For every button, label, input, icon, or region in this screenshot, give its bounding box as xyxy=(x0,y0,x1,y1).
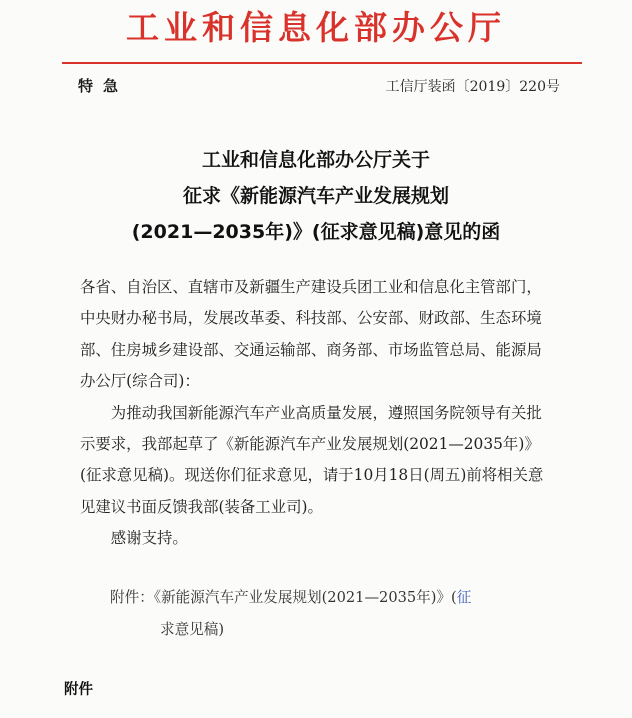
title-line-3: (2021—2035年)》(征求意见稿)意见的函 xyxy=(131,221,501,243)
document-number: 工信厅装函〔2019〕220号 xyxy=(385,79,560,95)
red-divider-line xyxy=(62,62,582,64)
document-title xyxy=(0,142,632,250)
main-paragraph: 为推动我国新能源汽车产业高质量发展，遵照国务院领导有关批示要求，我部起草了《新能源汽车产业发展规划(2021—2035年)》(征求意见稿)。现送你们征求意见，请于10月18日(周五)前将相关意见建议书面反馈我部(装备工业司)。 xyxy=(80,403,544,516)
title-line-1: 工业和信息化部办公厅关于 xyxy=(201,149,430,171)
issuer-letterhead: 工业和信息化部办公厅 xyxy=(126,8,506,47)
addressees-paragraph: 各省、自治区、直辖市及新疆生产建设兵团工业和信息化主管部门，中央财办秘书局，发展改革委、科技部、公安部、财政部、生态环境部、住房城乡建设部、交通运输部、商务部、市场监管总局、能源局办公厅(综合司)： xyxy=(80,278,542,391)
attachment-line xyxy=(110,582,570,614)
annex-heading: 附件 xyxy=(64,682,93,698)
title-line-2: 征求《新能源汽车产业发展规划 xyxy=(182,185,449,207)
document-body xyxy=(80,272,550,555)
urgency-label: 特急 xyxy=(78,77,129,95)
attachment-highlight: 征 xyxy=(456,589,472,606)
thanks-paragraph: 感谢支持。 xyxy=(110,529,188,548)
attachment-continuation: 求意见稿) xyxy=(160,621,225,638)
attachment-text: 附件：《新能源汽车产业发展规划(2021—2035年)》( xyxy=(110,589,457,606)
